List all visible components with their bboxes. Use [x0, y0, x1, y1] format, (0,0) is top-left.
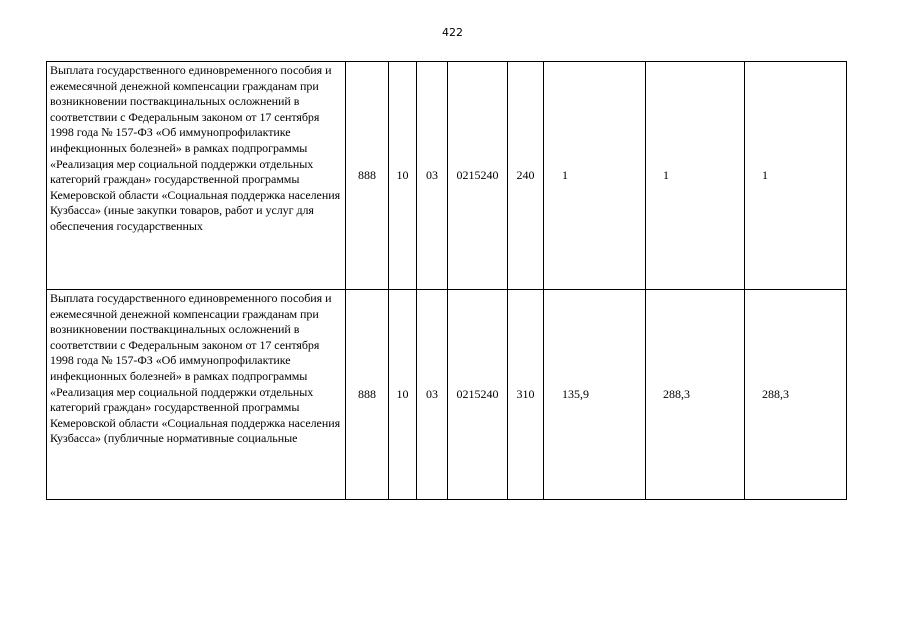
section-code-cell: 10 — [389, 62, 417, 290]
expense-description: Выплата государственного единовременного пособия и ежемесячной денежной компенсации гражданам при возникновении поствакцинальных осложнений в соответствии с Федеральным законом от 17 сентября 1998 года № 157-ФЗ «Об иммунопрофилактике инфекционных болезней» в рамках подпрограммы «Реализация мер социальной поддержки отдельных категорий граждан» государственной программы Кемеровской области «Социальная поддержка населения Кузбасса» (иные закупки товаров, работ и услуг для обеспечения государственных — [50, 63, 341, 233]
table-row — [47, 62, 847, 290]
ministry-code-cell: 888 — [346, 290, 389, 500]
subsection-code-cell: 03 — [417, 62, 448, 290]
expense-description-cell — [47, 62, 346, 290]
amount-cell-1: 135,9 — [544, 290, 646, 500]
expense-description: Выплата государственного единовременного пособия и ежемесячной денежной компенсации гражданам при возникновении поствакцинальных осложнений в соответствии с Федеральным законом от 17 сентября 1998 года № 157-ФЗ «Об иммунопрофилактике инфекционных болезней» в рамках подпрограммы «Реализация мер социальной поддержки отдельных категорий граждан» государственной программы Кемеровской области «Социальная поддержка населения Кузбасса» (публичные нормативные социальные — [50, 291, 341, 446]
section-code-cell: 10 — [389, 290, 417, 500]
budget-table — [46, 61, 847, 500]
expense-type-code-cell: 310 — [508, 290, 544, 500]
ministry-code-cell: 888 — [346, 62, 389, 290]
amount-cell-1: 1 — [544, 62, 646, 290]
expense-type-code-cell: 240 — [508, 62, 544, 290]
subsection-code-cell: 03 — [417, 290, 448, 500]
target-code-cell: 0215240 — [448, 290, 508, 500]
table-row — [47, 290, 847, 500]
expense-description-cell — [47, 290, 346, 500]
target-code-cell: 0215240 — [448, 62, 508, 290]
amount-cell-3: 288,3 — [745, 290, 847, 500]
amount-cell-3: 1 — [745, 62, 847, 290]
amount-cell-2: 1 — [646, 62, 745, 290]
page-number: 422 — [442, 26, 463, 39]
amount-cell-2: 288,3 — [646, 290, 745, 500]
